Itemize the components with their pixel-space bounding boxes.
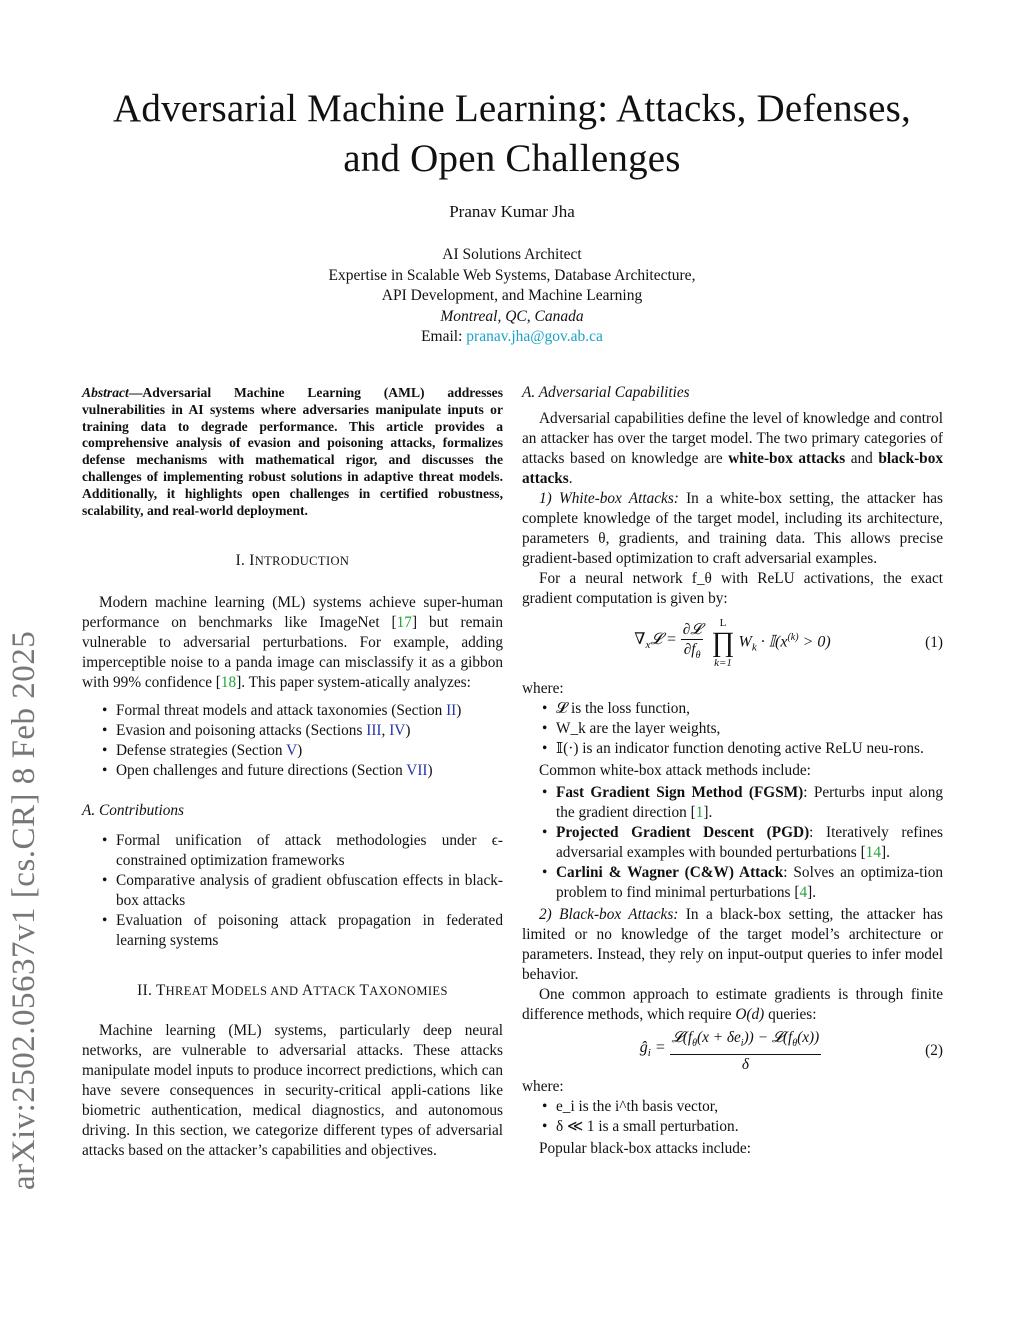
list-item: • Open challenges and future directions (Section VII) [82,761,503,781]
citation-link[interactable]: 14 [865,844,881,861]
subsection-heading-capabilities: A. Adversarial Capabilities [522,384,690,401]
citation-link[interactable]: 18 [220,674,237,692]
list-item: • Carlini & Wagner (C&W) Attack: Solves an optimiza-tion problem to find minimal perturbations [4]. [522,863,943,903]
equation-number: (1) [925,634,943,651]
list-item: • Formal threat models and attack taxonomies (Section II) [82,701,503,721]
citation-link[interactable]: 1 [695,804,704,821]
list-item: • Comparative analysis of gradient obfuscation effects in black-box attacks [82,871,503,911]
title-line-1: Adversarial Machine Learning: Attacks, Defenses, [113,87,911,130]
subsection-heading-contributions: A. Contributions [82,802,184,820]
threat-paragraph: Machine learning (ML) systems, particularly deep neural networks, are vulnerable to adversarial attacks. These attacks manipulate model inputs to produce incorrect predictions, which can have severe consequences in security-critical appli-cations like biometric authentication, medical diagnostics, and autonomous driving. In this section, we categorize different types of adversarial attacks based on the attacker’s capabilities and objectives. [82,1022,503,1160]
title-line-2: and Open Challenges [343,137,681,180]
author-name: Pranav Kumar Jha [449,202,575,221]
section-heading-introduction: I. INTRODUCTION [235,552,350,570]
capabilities-paragraph: Adversarial capabilities define the level of knowledge and control an attacker has over the target model. The two primary categories of attacks based on knowledge are white-box attacks and black-box attacks. [522,410,943,487]
list-item: • Evaluation of poisoning attack propagation in federated learning systems [82,911,503,951]
citation-link[interactable]: 4 [799,884,808,901]
whitebox-paragraph: 1) White-box Attacks: In a white-box setting, the attacker has complete knowledge of the target model, including its architecture, parameters θ, gradients, and training data. This allows precise gradient-based optimization to craft adversarial examples. [522,490,944,567]
email-link[interactable]: pranav.jha@gov.ab.ca [466,328,603,346]
intro-paragraph: Modern machine learning (ML) systems achieve super-human performance on benchmarks like ImageNet [17] but remain vulnerable to adversarial perturbations. For example, adding imperceptible noise to a panda image can misclassify it as a gibbon with 99% confidence [18]. This paper system-atically analyzes: [82,594,503,692]
finite-difference-paragraph: One common approach to estimate gradients is through finite difference methods, which require O(d) queries: [522,986,943,1023]
section-ref-link[interactable]: III [366,722,382,740]
abstract-label: Abstract [82,385,129,400]
citation-link[interactable]: 17 [396,614,412,632]
blackbox-paragraph: 2) Black-box Attacks: In a black-box setting, the attacker has limited or no knowledge of the target model’s architecture or parameters. Instead, they rely on input-output queries to infer model behavior. [522,906,943,983]
list-item: • δ ≪ 1 is a small perturbation. [522,1117,943,1137]
email-line [0,327,1024,348]
contributions-list [82,831,503,951]
blackbox-heading: 2) Black-box Attacks: [539,906,679,923]
list-item: • Projected Gradient Descent (PGD): Iteratively refines adversarial examples with bounded perturbations [14]. [522,823,943,863]
left-column [82,385,503,1161]
equation-number: (2) [925,1042,943,1059]
list-item: • Fast Gradient Sign Method (FGSM): Perturbs input along the gradient direction [1]. [522,783,943,823]
right-column [522,383,943,1159]
list-item: • 𝓛 is the loss function, [522,699,943,719]
section-ref-link[interactable]: IV [389,722,406,740]
whitebox-heading: 1) White-box Attacks: [539,490,679,507]
whitebox-methods-list [522,783,943,903]
affiliation-line: Expertise in Scalable Web Systems, Database Architecture, [328,266,696,284]
intro-bullet-list [82,701,503,781]
section-ref-link[interactable]: II [446,702,457,720]
common-whitebox-label: Common white-box attack methods include: [539,762,811,779]
arxiv-sidebar-stamp: arXiv:2502.05637v1 [cs.CR] 8 Feb 2025 [6,630,42,1190]
where-list-1 [522,699,943,759]
list-item: • 𝕀(·) is an indicator function denoting active ReLU neu-rons. [522,739,943,759]
equation-1: $\nabla_x𝓛$ = $\frac{\text{∂𝓛}}{\partial f_\theta}$ L ∏ k=1 $W_k$ · $𝕀(x^{(k)} > 0)$ (1) [634,617,943,669]
paper-title [0,84,1024,184]
where-label: where: [522,1078,564,1095]
abstract-text: —Adversarial Machine Learning (AML) addresses vulnerabilities in AI systems where adversaries manipulate inputs or training data to degrade performance. This article provides a comprehensive analysis of evasion and poisoning attacks, formalizes defense mechanisms with mathematical rigor, and discusses the challenges of implementing robust solutions in adaptive threat models. Additionally, it highlights open challenges in certified robustness, scalability, and real-world deployment. [82,385,503,518]
where-label: where: [522,680,564,697]
affiliation-block [0,245,1024,348]
section-ref-link[interactable]: V [286,742,298,760]
affiliation-line: AI Solutions Architect [442,246,582,263]
where-list-2 [522,1097,943,1137]
list-item: • Formal unification of attack methodologies under ϵ-constrained optimization frameworks [82,831,503,871]
list-item: • Defense strategies (Section V) [82,741,503,761]
list-item: • e_i is the i^th basis vector, [522,1097,943,1117]
email-label: Email: [421,328,467,346]
location: Montreal, QC, Canada [440,307,584,325]
section-heading-threat-models: II. THREAT MODELS AND ATTACK TAXONOMIES [137,982,448,1000]
list-item: • Evasion and poisoning attacks (Sections III, IV) [82,721,503,741]
section-ref-link[interactable]: VII [406,762,428,780]
affiliation-line: API Development, and Machine Learning [381,287,643,305]
popular-blackbox-label: Popular black-box attacks include: [539,1140,751,1157]
nn-gradient-paragraph: For a neural network f_θ with ReLU activations, the exact gradient computation is given by: [522,570,943,607]
list-item: • W_k are the layer weights, [522,719,943,739]
abstract [82,385,503,519]
equation-2: $ĝ_i$ = $\frac{𝓛(f_\theta(x + \delta e_i)) - 𝓛(f_\theta(x))}{\delta}$ (2) [639,1029,943,1073]
